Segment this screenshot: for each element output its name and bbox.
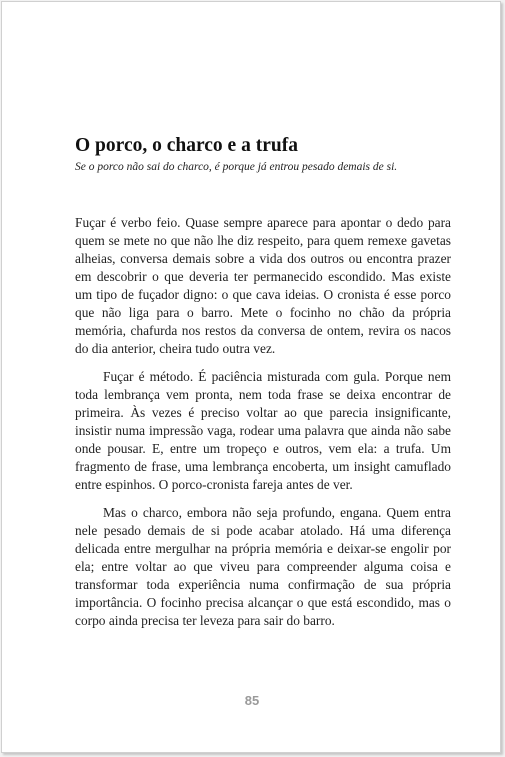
chapter-epigraph: Se o porco não sai do charco, é porque já entrou pesado demais de si.: [75, 161, 398, 173]
paragraph-3: Mas o charco, embora não seja profundo, engana. Quem entra nele pesado demais de si pode acabar atolado. Há uma diferença delicada entre mergulhar na própria memória e deixar-se engolir por ela; entre voltar ao que viveu para compreender alguma coisa e transformar toda experiência numa confirmação de sua própria importância. O focinho precisa alcançar o que está escondido, mas o corpo ainda precisa ter leveza para sair do barro.: [75, 505, 451, 628]
paragraph-2: Fuçar é método. É paciência misturada com gula. Porque nem toda lembrança vem pronta, nem toda frase se deixa encontrar de primeira. Às vezes é preciso voltar ao que parecia insignificante, insistir numa impressão vaga, rodear uma palavra que ainda não sabe onde pousar. E, entre um tropeço e outros, vem ela: a trufa. Um fragmento de frase, uma lembrança encoberta, um insight camuflado entre espinhos. O porco-cronista fareja antes de ver.: [75, 369, 451, 492]
chapter-title: O porco, o charco e a trufa: [75, 135, 298, 156]
book-page: [1, 1, 501, 753]
page-number: 85: [244, 693, 260, 708]
paragraph-1: Fuçar é verbo feio. Quase sempre aparece para apontar o dedo para quem se mete no que não lhe diz respeito, para quem remexe gavetas alheias, conversa demais sobre a vida dos outros ou encontra prazer em descobrir o que deveria ter permanecido escondido. Mas existe um tipo de fuçador digno: o que cava ideias. O cronista é esse porco que não liga para o barro. Mete o focinho no chão da própria memória, chafurda nos restos da conversa de ontem, revira os nacos do dia anterior, cheira tudo outra vez.: [75, 215, 451, 356]
chapter-body: [75, 214, 451, 630]
